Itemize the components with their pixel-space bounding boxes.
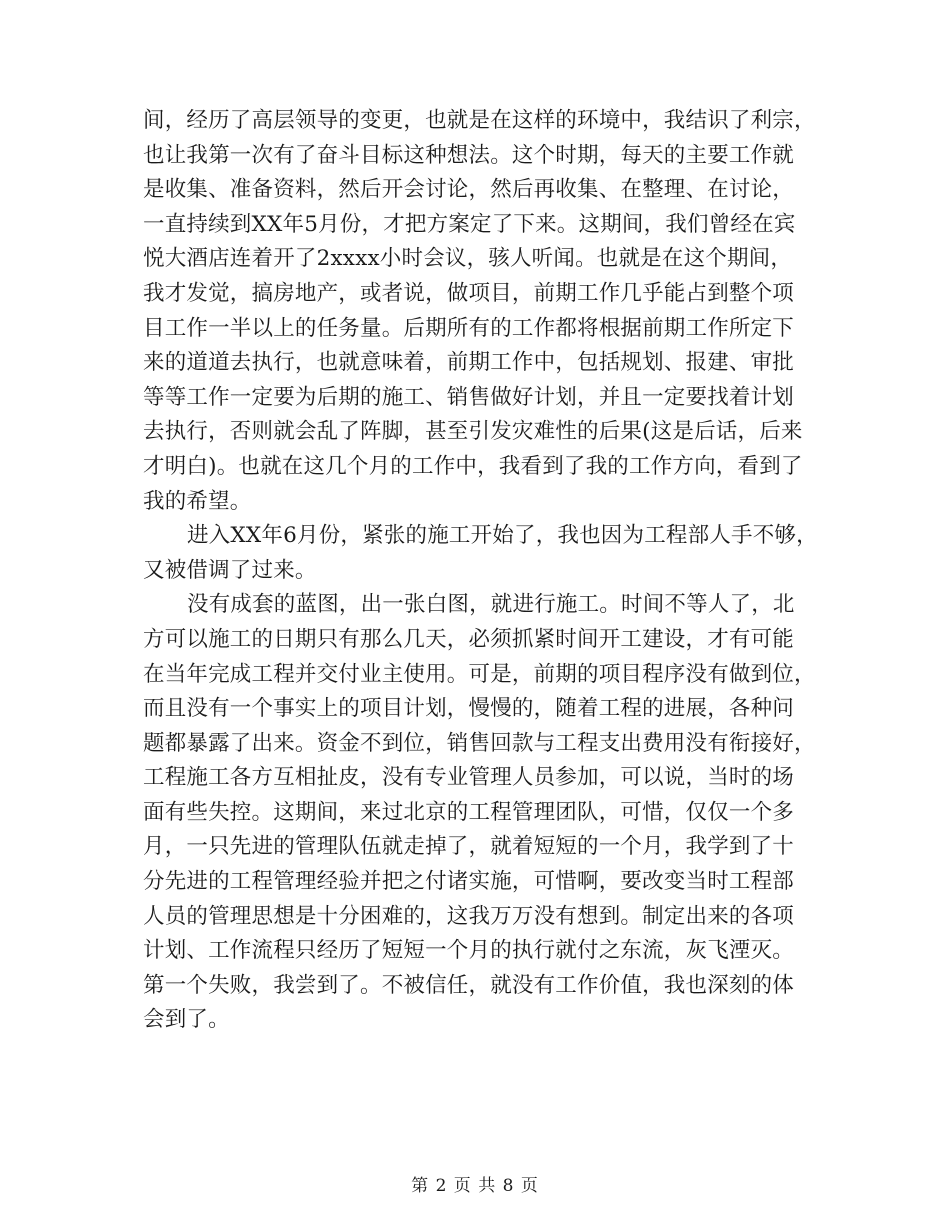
text-line: 会到了。	[143, 1007, 230, 1033]
text-line: 又被借调了过来。	[143, 557, 317, 583]
text-line: 人员的管理思想是十分困难的，这我万万没有想到。制定出来的各项	[143, 903, 795, 929]
text-line: 去执行，否则就会乱了阵脚，甚至引发灾难性的后果(这是后话，后来	[143, 419, 803, 445]
text-line: 我才发觉，搞房地产，或者说，做项目，前期工作几乎能占到整个项	[143, 280, 795, 306]
page-number-footer: 第 2 页 共 8 页	[411, 1176, 539, 1196]
text-line: 才明白)。也就在这几个月的工作中，我看到了我的工作方向，看到了	[143, 453, 803, 479]
text-line: 工程施工各方互相扯皮，没有专业管理人员参加，可以说，当时的场	[143, 765, 795, 791]
text-line: 是收集、准备资料，然后开会讨论，然后再收集、在整理、在讨论，	[143, 177, 795, 203]
text-line: 月，一只先进的管理队伍就走掉了，就着短短的一个月，我学到了十	[143, 834, 795, 860]
text-line: 而且没有一个事实上的项目计划，慢慢的，随着工程的进展，各种问	[143, 696, 795, 722]
text-line: 也让我第一次有了奋斗目标这种想法。这个时期，每天的主要工作就	[143, 142, 795, 168]
text-line: 一直持续到XX年5月份，才把方案定了下来。这期间，我们曾经在宾	[143, 211, 796, 237]
text-line: 目工作一半以上的任务量。后期所有的工作都将根据前期工作所定下	[143, 315, 795, 341]
text-line: 进入XX年6月份，紧张的施工开始了，我也因为工程部人手不够，	[187, 523, 818, 549]
text-line: 间，经历了高层领导的变更，也就是在这样的环境中，我结识了利宗，	[143, 108, 816, 133]
body-text	[143, 104, 823, 1038]
text-line: 方可以施工的日期只有那么几天，必须抓紧时间开工建设，才有可能	[143, 626, 795, 652]
text-line: 分先进的工程管理经验并把之付诸实施，可惜啊，要改变当时工程部	[143, 869, 795, 895]
text-line: 第一个失败，我尝到了。不被信任，就没有工作价值，我也深刻的体	[143, 972, 795, 998]
text-line: 题都暴露了出来。资金不到位，销售回款与工程支出费用没有衔接好，	[143, 730, 816, 756]
text-line: 等等工作一定要为后期的施工、销售做好计划，并且一定要找着计划	[143, 384, 795, 410]
text-line: 在当年完成工程并交付业主使用。可是，前期的项目程序没有做到位，	[143, 661, 816, 687]
text-line: 悦大酒店连着开了2xxxx小时会议，骇人听闻。也就是在这个期间，	[143, 246, 793, 272]
text-line: 计划、工作流程只经历了短短一个月的执行就付之东流，灰飞湮灭。	[143, 938, 795, 964]
text-line: 没有成套的蓝图，出一张白图，就进行施工。时间不等人了，北	[187, 592, 795, 618]
text-line: 我的希望。	[143, 488, 252, 514]
text-line: 来的道道去执行，也就意味着，前期工作中，包括规划、报建、审批	[143, 350, 795, 376]
text-line: 面有些失控。这期间，来过北京的工程管理团队，可惜，仅仅一个多	[143, 799, 795, 825]
